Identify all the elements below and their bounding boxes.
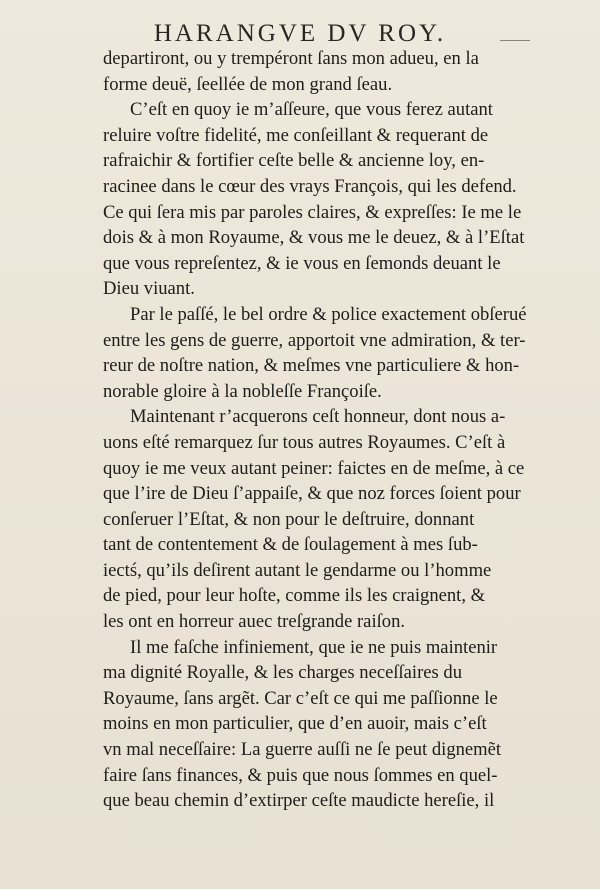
running-head: HARANGVE DV ROY. (153, 20, 447, 47)
body-text (103, 46, 558, 814)
text-line: entre les gens de guerre, apportoit vne admiration, & ter- (103, 329, 526, 351)
header-rule (500, 40, 530, 41)
text-line: reur de noſtre nation, & meſmes vne particuliere & hon- (103, 355, 520, 377)
text-line: que l’ire de Dieu ſ’appaiſe, & que noz forces ſoient pour (103, 483, 521, 505)
text-line: Ce qui ſera mis par paroles claires, & expreſſes: Ie me le (103, 201, 522, 223)
text-line: Royaume, ſans argẽt. Car c’eſt ce qui me paſſionne le (103, 687, 498, 709)
text-line: forme deuë, ſeellée de mon grand ſeau. (103, 73, 393, 95)
text-line: reluire voſtre fidelité, me conſeillant & requerant de (103, 124, 489, 146)
text-line: ma dignité Royalle, & les charges neceſſaires du (103, 662, 463, 684)
text-line: rafraichir & fortifier ceſte belle & ancienne loy, en- (103, 150, 485, 172)
text-line: iectś, qu’ils deſirent autant le gendarme ou l’homme (103, 559, 492, 581)
text-line: tant de contentement & de ſoulagement à mes ſub- (103, 534, 478, 556)
text-line: Dieu viuant. (103, 278, 195, 300)
text-line: que beau chemin d’extirper ceſte maudicte hereſie, il (103, 790, 495, 812)
text-line: que vous repreſentez, & ie vous en ſemonds deuant le (103, 252, 501, 274)
text-line: uons eſté remarquez ſur tous autres Royaumes. C’eſt à (103, 431, 506, 453)
text-line: C’eſt en quoy ie m’aſſeure, que vous ferez autant (130, 99, 493, 121)
text-line: Il me faſche infiniement, que ie ne puis maintenir (130, 636, 498, 658)
text-line: norable gloire à la nobleſſe Françoiſe. (103, 380, 382, 402)
text-line: Maintenant r’acquerons ceſt honneur, dont nous a- (130, 406, 506, 428)
text-line: de pied, pour leur hoſte, comme ils les craignent, & (103, 585, 486, 607)
text-line: moins en mon particulier, que d’en auoir, mais c’eſt (103, 713, 487, 735)
text-line: vn mal neceſſaire: La guerre auſſi ne ſe peut dignemẽt (103, 739, 502, 761)
text-line: les ont en horreur auec treſgrande raiſon. (103, 611, 406, 633)
text-line: quoy ie me veux autant peiner: faictes en de meſme, à ce (103, 457, 525, 479)
text-line: conſeruer l’Eſtat, & non pour le deſtruire, donnant (103, 508, 475, 530)
text-line: Par le paſſé, le bel ordre & police exactement obſerué (130, 303, 527, 325)
text-line: racinee dans le cœur des vrays François, qui les defend. (103, 175, 517, 197)
text-line: faire ſans finances, & puis que nous ſommes en quel- (103, 764, 498, 786)
text-line: departiront, ou y trempéront ſans mon adueu, en la (103, 48, 479, 69)
text-line: dois & à mon Royaume, & vous me le deuez, & à l’Eſtat (103, 227, 525, 249)
